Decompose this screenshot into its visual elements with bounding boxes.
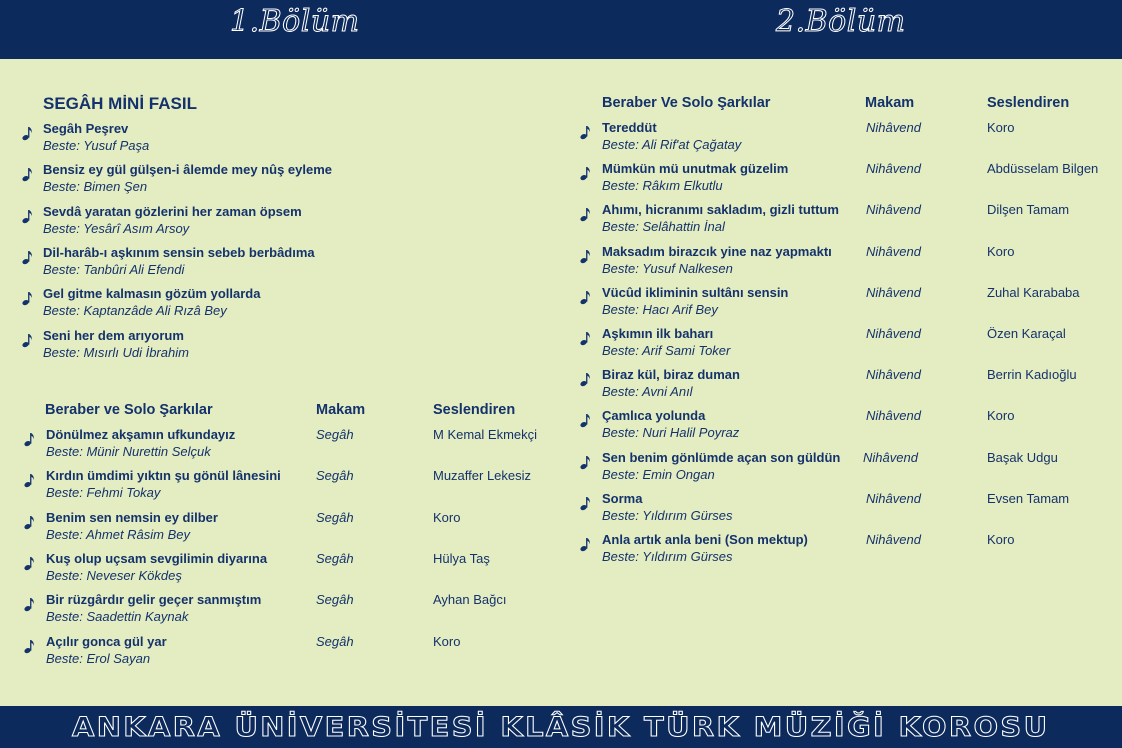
song-composer: Beste: Emin Ongan — [602, 466, 715, 482]
song-singer: Zuhal Karababa — [987, 284, 1080, 300]
music-note-icon — [22, 126, 33, 141]
part2-singer-heading: Seslendiren — [987, 95, 1070, 111]
music-note-icon — [580, 249, 591, 264]
song-makam: Nihâvend — [866, 408, 921, 424]
song-makam: Segâh — [316, 633, 354, 649]
part1-singer-heading: Seslendiren — [433, 402, 516, 418]
music-note-icon — [580, 290, 591, 305]
song-title: Seni her dem arıyorum — [43, 327, 184, 343]
header-bar — [0, 0, 1122, 59]
song-title: Sorma — [602, 490, 643, 506]
footer-bar — [0, 706, 1122, 748]
song-composer: Beste: Selâhattin İnal — [602, 219, 725, 235]
song-composer: Beste: Yusuf Nalkesen — [602, 260, 733, 276]
song-singer: Koro — [433, 509, 461, 525]
song-makam: Segâh — [316, 550, 354, 566]
song-makam: Nihâvend — [866, 490, 921, 506]
song-singer: Koro — [433, 633, 461, 649]
music-note-icon — [580, 331, 591, 346]
song-title: Çamlıca yolunda — [602, 408, 706, 424]
song-makam: Segâh — [316, 592, 354, 608]
song-composer: Beste: Avni Anıl — [602, 384, 693, 400]
music-note-icon — [22, 250, 33, 265]
song-makam: Nihâvend — [866, 120, 921, 135]
song-makam: Segâh — [316, 468, 354, 484]
song-composer: Beste: Fehmi Tokay — [46, 485, 161, 501]
song-singer: Dilşen Tamam — [987, 202, 1070, 218]
song-singer: Koro — [987, 408, 1015, 424]
music-note-icon — [580, 166, 591, 181]
song-composer: Beste: Ali Rif'at Çağatay — [602, 137, 742, 152]
song-title: Kuş olup uçsam sevgilimin diyarına — [46, 550, 268, 566]
music-note-icon — [22, 209, 33, 224]
song-makam: Nihâvend — [866, 284, 921, 300]
song-composer: Beste: Ahmet Râsim Bey — [46, 526, 191, 542]
song-composer: Beste: Râkım Elkutlu — [602, 178, 723, 194]
song-composer: Beste: Yesârî Asım Arsoy — [43, 220, 190, 236]
song-title: Gel gitme kalmasın gözüm yollarda — [43, 286, 261, 302]
song-title: Biraz kül, biraz duman — [602, 367, 740, 383]
song-singer: M Kemal Ekmekçi — [433, 427, 538, 442]
music-note-icon — [24, 515, 35, 530]
song-composer: Beste: Yıldırım Gürses — [602, 507, 733, 523]
part1-makam-heading: Makam — [316, 402, 366, 418]
music-note-icon — [24, 432, 35, 447]
song-composer: Beste: Nuri Halil Poyraz — [602, 425, 740, 441]
song-singer: Koro — [987, 120, 1015, 135]
music-note-icon — [580, 537, 591, 552]
music-note-icon — [580, 207, 591, 222]
song-composer: Beste: Mısırlı Udi İbrahim — [43, 344, 189, 360]
song-title: Açılır gonca gül yar — [46, 633, 167, 649]
song-singer: Abdüsselam Bilgen — [987, 161, 1099, 177]
song-title: Maksadım birazcık yine naz yapmaktı — [602, 243, 832, 259]
song-title: Segâh Peşrev — [43, 121, 129, 136]
music-note-icon — [24, 597, 35, 612]
music-note-icon — [580, 125, 591, 140]
music-note-icon — [580, 496, 591, 511]
song-singer: Hülya Taş — [433, 550, 490, 566]
song-title: Ahımı, hicranımı sakladım, gizli tuttum — [602, 202, 839, 218]
song-makam: Nihâvend — [866, 161, 921, 177]
footer-title: ANKARA ÜNİVERSİTESİ KLÂSİK TÜRK MÜZİĞİ KOROSU — [72, 711, 1050, 743]
song-singer: Evsen Tamam — [987, 490, 1070, 506]
song-title: Benim sen nemsin ey dilber — [46, 509, 218, 525]
song-makam: Nihâvend — [863, 449, 918, 465]
music-note-icon — [22, 333, 33, 348]
song-makam: Segâh — [316, 427, 354, 442]
song-composer: Beste: Bimen Şen — [43, 179, 148, 195]
part2-title: 2.Bölüm — [776, 4, 906, 39]
song-singer: Ayhan Bağcı — [433, 592, 507, 608]
song-makam: Nihâvend — [866, 326, 921, 341]
fasil-title: SEGÂH MİNİ FASIL — [43, 94, 197, 113]
song-makam: Nihâvend — [866, 243, 921, 259]
song-composer: Beste: Yıldırım Gürses — [602, 549, 733, 564]
song-composer: Beste: Münir Nurettin Selçuk — [46, 444, 211, 459]
song-title: Dil-harâb-ı aşkınım sensin sebeb berbâdıma — [43, 244, 315, 260]
part2-makam-heading: Makam — [865, 95, 915, 111]
song-title: Tereddüt — [602, 120, 657, 135]
song-singer: Koro — [987, 243, 1015, 259]
part1-title: 1.Bölüm — [230, 4, 360, 39]
song-composer: Beste: Hacı Arif Bey — [602, 301, 718, 317]
song-singer: Özen Karaçal — [987, 326, 1066, 341]
song-singer: Muzaffer Lekesiz — [433, 468, 532, 484]
part1-songs-heading: Beraber ve Solo Şarkılar — [45, 402, 213, 418]
song-title: Mümkün mü unutmak güzelim — [602, 161, 789, 177]
song-singer: Berrin Kadıoğlu — [987, 367, 1077, 383]
song-title: Anla artık anla beni (Son mektup) — [602, 532, 808, 547]
song-makam: Nihâvend — [866, 367, 921, 383]
music-note-icon — [24, 473, 35, 488]
song-makam: Nihâvend — [866, 532, 921, 547]
part2-songs-heading: Beraber Ve Solo Şarkılar — [602, 95, 771, 111]
music-note-icon — [22, 167, 33, 182]
song-title: Sen benim gönlümde açan son güldün — [602, 449, 841, 465]
song-title: Aşkımın ilk baharı — [602, 326, 714, 341]
song-composer: Beste: Kaptanzâde Ali Rızâ Bey — [43, 303, 227, 319]
song-title: Bensiz ey gül gülşen-i âlemde mey nûş eyleme — [43, 162, 332, 178]
song-composer: Beste: Saadettin Kaynak — [46, 609, 189, 625]
song-title: Vücûd ikliminin sultânı sensin — [602, 284, 789, 300]
song-title: Bir rüzgârdır gelir geçer sanmıştım — [46, 592, 262, 608]
song-composer: Beste: Yusuf Paşa — [43, 138, 150, 153]
music-note-icon — [24, 639, 35, 654]
song-composer: Beste: Erol Sayan — [46, 650, 151, 666]
song-title: Sevdâ yaratan gözlerini her zaman öpsem — [43, 203, 302, 219]
song-singer: Koro — [987, 532, 1015, 547]
song-title: Kırdın ümdimi yıktın şu gönül lânesini — [46, 468, 281, 484]
music-note-icon — [580, 455, 591, 470]
song-composer: Beste: Neveser Kökdeş — [46, 567, 182, 583]
song-composer: Beste: Tanbûri Ali Efendi — [43, 261, 185, 277]
song-title: Dönülmez akşamın ufkundayız — [46, 427, 236, 442]
music-note-icon — [580, 413, 591, 428]
song-singer: Başak Udgu — [987, 449, 1058, 465]
music-note-icon — [580, 372, 591, 387]
song-makam: Segâh — [316, 509, 354, 525]
music-note-icon — [22, 291, 33, 306]
song-composer: Beste: Arif Sami Toker — [602, 343, 731, 358]
song-makam: Nihâvend — [866, 202, 921, 218]
music-note-icon — [24, 556, 35, 571]
